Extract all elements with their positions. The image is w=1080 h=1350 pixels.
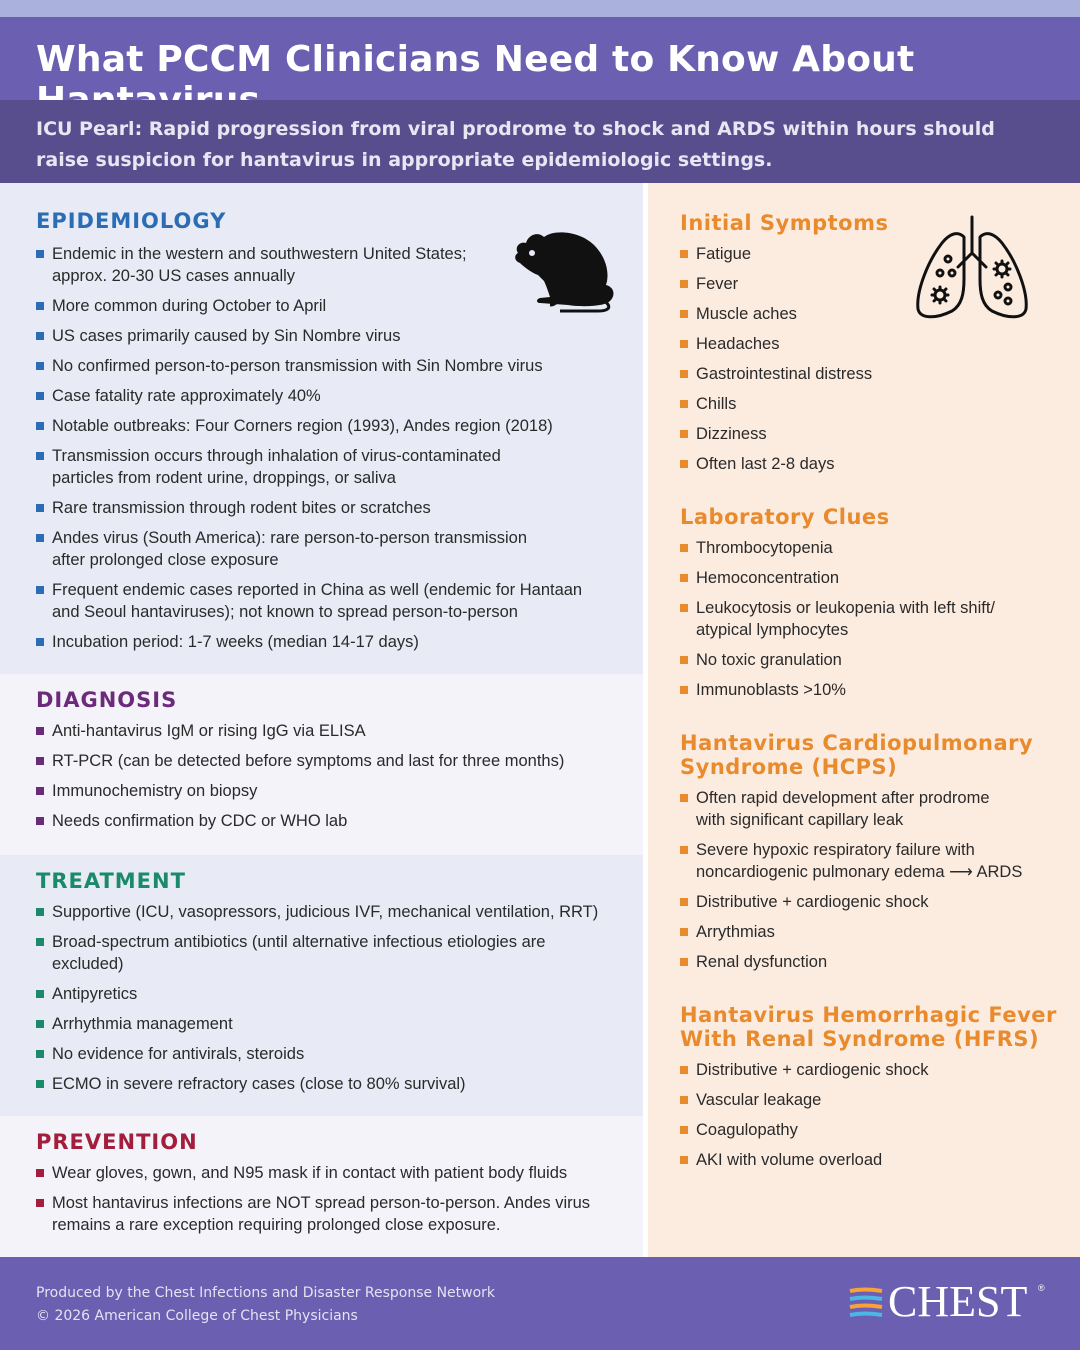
laboratory-clues-heading: Laboratory Clues bbox=[680, 505, 890, 529]
bullet-icon bbox=[680, 898, 688, 906]
list-item-text: ECMO in severe refractory cases (close to 80% survival) bbox=[52, 1075, 466, 1093]
chest-logo-registered: ® bbox=[1038, 1283, 1045, 1293]
diagnosis-section bbox=[0, 674, 643, 855]
top-accent-strip bbox=[0, 0, 1080, 17]
list-item bbox=[36, 720, 626, 742]
epidemiology-list bbox=[36, 243, 626, 661]
list-item bbox=[680, 787, 1070, 831]
chest-logo bbox=[848, 1277, 1048, 1326]
list-item bbox=[36, 1192, 636, 1236]
list-item-text: Wear gloves, gown, and N95 mask if in contact with patient body fluids bbox=[52, 1164, 568, 1182]
list-item bbox=[680, 891, 1070, 913]
hfrs-heading bbox=[680, 1003, 1057, 1051]
hcps-heading-line1: Hantavirus Cardiopulmonary bbox=[680, 731, 1034, 755]
list-item-text: Arrythmias bbox=[696, 923, 775, 941]
initial-symptoms-list bbox=[680, 243, 1060, 483]
bullet-icon bbox=[680, 656, 688, 664]
list-item-text: with significant capillary leak bbox=[696, 811, 904, 829]
list-item-text: Arrhythmia management bbox=[52, 1015, 233, 1033]
list-item bbox=[680, 649, 1060, 671]
list-item-text: Supportive (ICU, vasopressors, judicious IVF, mechanical ventilation, RRT) bbox=[52, 903, 599, 921]
bullet-icon bbox=[680, 794, 688, 802]
list-item bbox=[36, 385, 626, 407]
list-item bbox=[36, 497, 626, 519]
bullet-icon bbox=[680, 1126, 688, 1134]
footer bbox=[0, 1257, 1080, 1350]
list-item bbox=[36, 579, 626, 623]
list-item-text: No toxic granulation bbox=[696, 651, 842, 669]
bullet-icon bbox=[36, 586, 44, 594]
bullet-icon bbox=[680, 958, 688, 966]
footer-copyright: © 2026 American College of Chest Physicians bbox=[36, 1308, 358, 1324]
list-item-text: Notable outbreaks: Four Corners region (1993), Andes region (2018) bbox=[52, 417, 553, 435]
bullet-icon bbox=[680, 400, 688, 408]
list-item-text: No evidence for antivirals, steroids bbox=[52, 1045, 305, 1063]
list-item-text: remains a rare exception requiring prolonged close exposure. bbox=[52, 1216, 501, 1234]
list-item bbox=[680, 1089, 1060, 1111]
chest-logo-mark-icon bbox=[848, 1287, 884, 1319]
bullet-icon bbox=[36, 908, 44, 916]
list-item bbox=[680, 951, 1070, 973]
bullet-icon bbox=[36, 392, 44, 400]
bullet-icon bbox=[680, 1096, 688, 1104]
list-item bbox=[36, 750, 626, 772]
list-item-text: Case fatality rate approximately 40% bbox=[52, 387, 321, 405]
bullet-icon bbox=[36, 1169, 44, 1177]
list-item-text: US cases primarily caused by Sin Nombre virus bbox=[52, 327, 401, 345]
list-item bbox=[36, 355, 626, 377]
hfrs-list bbox=[680, 1059, 1060, 1179]
list-item-text: Most hantavirus infections are NOT spread person-to-person. Andes virus bbox=[52, 1194, 591, 1212]
bullet-icon bbox=[680, 574, 688, 582]
list-item bbox=[36, 325, 626, 347]
list-item bbox=[36, 810, 626, 832]
list-item-text: Often last 2-8 days bbox=[696, 455, 835, 473]
list-item bbox=[680, 839, 1070, 883]
list-item-text: Distributive + cardiogenic shock bbox=[696, 1061, 929, 1079]
bullet-icon bbox=[36, 302, 44, 310]
bullet-icon bbox=[36, 362, 44, 370]
list-item-text: Headaches bbox=[696, 335, 780, 353]
chest-logo-text: CHEST bbox=[888, 1277, 1028, 1326]
epidemiology-section bbox=[0, 183, 643, 674]
list-item bbox=[36, 901, 626, 923]
list-item-text: Immunoblasts >10% bbox=[696, 681, 846, 699]
bullet-icon bbox=[36, 452, 44, 460]
bullet-icon bbox=[36, 1020, 44, 1028]
list-item-text: excluded) bbox=[52, 955, 124, 973]
list-item bbox=[680, 333, 1060, 355]
list-item-text: Leukocytosis or leukopenia with left shift/ bbox=[696, 599, 995, 617]
list-item bbox=[36, 780, 626, 802]
list-item bbox=[36, 295, 626, 317]
list-item-text: Antipyretics bbox=[52, 985, 138, 1003]
list-item-text: Transmission occurs through inhalation of virus-contaminated bbox=[52, 447, 501, 465]
bullet-icon bbox=[680, 310, 688, 318]
hfrs-heading-line1: Hantavirus Hemorrhagic Fever bbox=[680, 1003, 1057, 1027]
list-item bbox=[680, 453, 1060, 475]
footer-credit: Produced by the Chest Infections and Disaster Response Network bbox=[36, 1285, 496, 1301]
bullet-icon bbox=[36, 1199, 44, 1207]
list-item-text: Broad-spectrum antibiotics (until alternative infectious etiologies are bbox=[52, 933, 546, 951]
bullet-icon bbox=[36, 938, 44, 946]
list-item-text: RT-PCR (can be detected before symptoms and last for three months) bbox=[52, 752, 565, 770]
title-bar bbox=[0, 17, 1080, 100]
list-item-text: Dizziness bbox=[696, 425, 767, 443]
list-item-text: Vascular leakage bbox=[696, 1091, 822, 1109]
bullet-icon bbox=[36, 787, 44, 795]
prevention-section bbox=[0, 1116, 643, 1257]
bullet-icon bbox=[680, 604, 688, 612]
list-item-text: noncardiogenic pulmonary edema ⟶ ARDS bbox=[696, 863, 1023, 881]
list-item bbox=[680, 679, 1060, 701]
list-item bbox=[36, 983, 626, 1005]
page-title: What PCCM Clinicians Need to Know About bbox=[36, 39, 915, 80]
list-item bbox=[680, 921, 1070, 943]
hcps-heading bbox=[680, 731, 1033, 779]
list-item-text: Coagulopathy bbox=[696, 1121, 798, 1139]
list-item-text: Andes virus (South America): rare person-to-person transmission bbox=[52, 529, 528, 547]
bullet-icon bbox=[36, 534, 44, 542]
list-item-text: Rare transmission through rodent bites or scratches bbox=[52, 499, 431, 517]
list-item-text: after prolonged close exposure bbox=[52, 551, 279, 569]
list-item bbox=[36, 415, 626, 437]
list-item bbox=[36, 1073, 626, 1095]
list-item bbox=[36, 1162, 636, 1184]
list-item-text: Anti-hantavirus IgM or rising IgG via ELISA bbox=[52, 722, 366, 740]
list-item bbox=[36, 631, 626, 653]
list-item-text: Chills bbox=[696, 395, 737, 413]
hfrs-heading-line2: With Renal Syndrome (HFRS) bbox=[680, 1027, 1040, 1051]
list-item bbox=[680, 597, 1060, 641]
list-item-text: Renal dysfunction bbox=[696, 953, 828, 971]
prevention-list bbox=[36, 1162, 636, 1244]
list-item bbox=[680, 393, 1060, 415]
list-item-text: Fever bbox=[696, 275, 739, 293]
list-item-text: Endemic in the western and southwestern United States; bbox=[52, 245, 467, 263]
epidemiology-heading: EPIDEMIOLOGY bbox=[36, 209, 227, 233]
icu-pearl-text: ICU Pearl: Rapid progression from viral prodrome to shock and ARDS within hours should raise suspicion for hantavirus in appropriate epidemiologic settings. bbox=[36, 118, 995, 171]
list-item-text: Frequent endemic cases reported in China as well (endemic for Hantaan bbox=[52, 581, 583, 599]
bullet-icon bbox=[36, 990, 44, 998]
initial-symptoms-heading: Initial Symptoms bbox=[680, 211, 889, 235]
list-item-text: Incubation period: 1-7 weeks (median 14-17 days) bbox=[52, 633, 419, 651]
list-item-text: and Seoul hantaviruses); not known to spread person-to-person bbox=[52, 603, 518, 621]
list-item bbox=[36, 1013, 626, 1035]
list-item-text: Gastrointestinal distress bbox=[696, 365, 873, 383]
bullet-icon bbox=[36, 817, 44, 825]
list-item-text: atypical lymphocytes bbox=[696, 621, 849, 639]
list-item bbox=[36, 445, 626, 489]
list-item-text: Needs confirmation by CDC or WHO lab bbox=[52, 812, 348, 830]
treatment-heading: TREATMENT bbox=[36, 869, 186, 893]
bullet-icon bbox=[36, 1050, 44, 1058]
list-item bbox=[36, 243, 626, 287]
bullet-icon bbox=[36, 1080, 44, 1088]
prevention-heading: PREVENTION bbox=[36, 1130, 198, 1154]
list-item bbox=[36, 1043, 626, 1065]
bullet-icon bbox=[36, 504, 44, 512]
list-item-text: More common during October to April bbox=[52, 297, 327, 315]
list-item-text: Severe hypoxic respiratory failure with bbox=[696, 841, 975, 859]
bullet-icon bbox=[36, 638, 44, 646]
bullet-icon bbox=[36, 422, 44, 430]
treatment-section bbox=[0, 855, 643, 1116]
bullet-icon bbox=[36, 757, 44, 765]
list-item-text: AKI with volume overload bbox=[696, 1151, 883, 1169]
list-item bbox=[680, 567, 1060, 589]
hcps-list bbox=[680, 787, 1070, 981]
list-item-text: Muscle aches bbox=[696, 305, 797, 323]
left-column bbox=[0, 183, 643, 1257]
list-item-text: Often rapid development after prodrome bbox=[696, 789, 990, 807]
bullet-icon bbox=[680, 928, 688, 936]
list-item-text: Thrombocytopenia bbox=[696, 539, 833, 557]
list-item bbox=[680, 273, 1060, 295]
list-item bbox=[36, 527, 626, 571]
list-item-text: Immunochemistry on biopsy bbox=[52, 782, 258, 800]
treatment-list bbox=[36, 901, 626, 1103]
list-item-text: No confirmed person-to-person transmission with Sin Nombre virus bbox=[52, 357, 543, 375]
right-column bbox=[648, 183, 1080, 1257]
bullet-icon bbox=[680, 250, 688, 258]
bullet-icon bbox=[680, 370, 688, 378]
diagnosis-list bbox=[36, 720, 626, 840]
list-item bbox=[36, 931, 626, 975]
list-item bbox=[680, 1059, 1060, 1081]
laboratory-clues-list bbox=[680, 537, 1060, 709]
bullet-icon bbox=[680, 280, 688, 288]
list-item bbox=[680, 303, 1060, 325]
list-item-text: Hemoconcentration bbox=[696, 569, 840, 587]
bullet-icon bbox=[680, 544, 688, 552]
list-item bbox=[680, 243, 1060, 265]
bullet-icon bbox=[680, 340, 688, 348]
list-item bbox=[680, 537, 1060, 559]
icu-pearl-banner bbox=[0, 100, 1080, 183]
diagnosis-heading: DIAGNOSIS bbox=[36, 688, 178, 712]
bullet-icon bbox=[680, 1066, 688, 1074]
bullet-icon bbox=[680, 430, 688, 438]
bullet-icon bbox=[36, 727, 44, 735]
bullet-icon bbox=[680, 686, 688, 694]
list-item-text: Distributive + cardiogenic shock bbox=[696, 893, 929, 911]
list-item-text: Fatigue bbox=[696, 245, 752, 263]
bullet-icon bbox=[680, 1156, 688, 1164]
bullet-icon bbox=[680, 846, 688, 854]
list-item-text: approx. 20-30 US cases annually bbox=[52, 267, 296, 285]
hcps-heading-line2: Syndrome (HCPS) bbox=[680, 755, 898, 779]
bullet-icon bbox=[680, 460, 688, 468]
list-item bbox=[680, 1149, 1060, 1171]
bullet-icon bbox=[36, 250, 44, 258]
list-item bbox=[680, 1119, 1060, 1141]
list-item bbox=[680, 363, 1060, 385]
list-item-text: particles from rodent urine, droppings, or saliva bbox=[52, 469, 396, 487]
bullet-icon bbox=[36, 332, 44, 340]
list-item bbox=[680, 423, 1060, 445]
